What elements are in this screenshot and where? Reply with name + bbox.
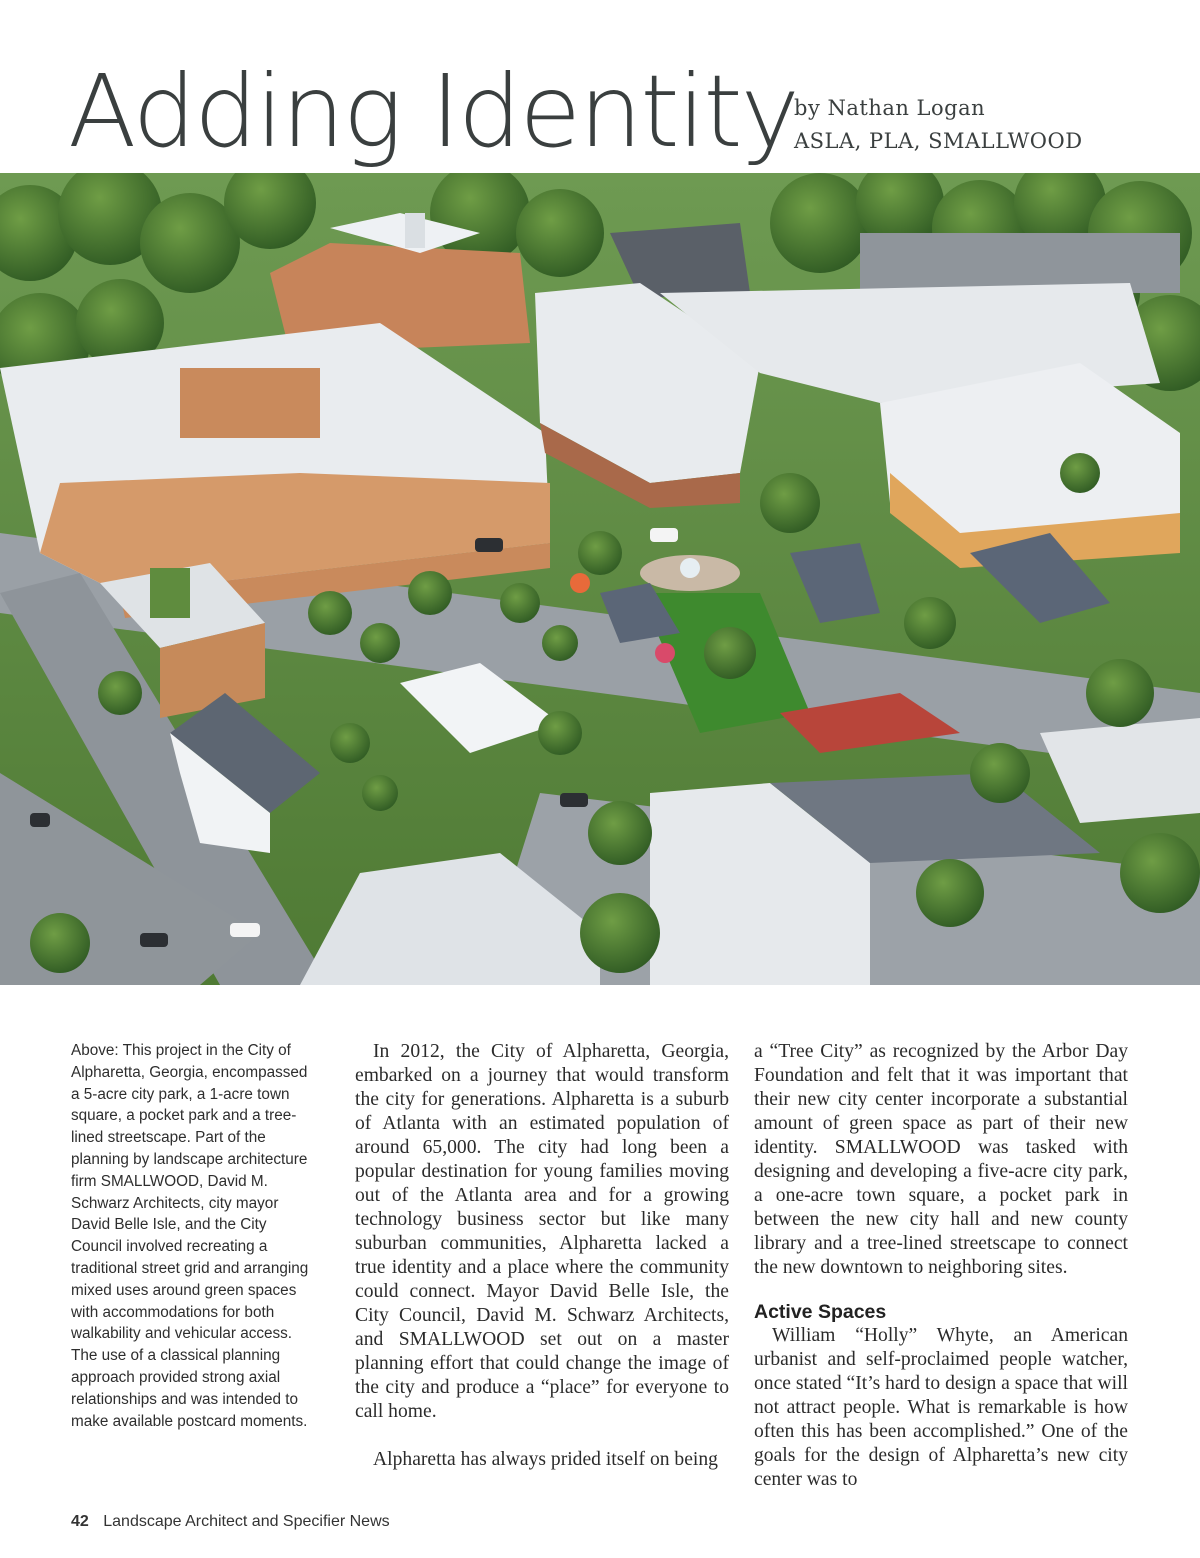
byline-affiliation: ASLA, PLA, SMALLWOOD bbox=[794, 129, 1083, 153]
section-heading: Active Spaces bbox=[754, 1301, 887, 1323]
page-number: 42 bbox=[71, 1513, 89, 1530]
body-paragraph: Alpharetta has always prided itself on being bbox=[373, 1449, 718, 1470]
body-paragraph: William “Holly” Whyte, an American urbanist and self-proclaimed people watcher, once stated “It’s hard to design a space that will not attract people. What is remarkable is how often this has been accomplished.” One of the goals for the design of Alpharetta’s new city center was to bbox=[754, 1325, 1128, 1490]
body-paragraph: a “Tree City” as recognized by the Arbor Day Foundation and felt that it was important that their new city center incorporate a substantial amount of green space as part of their new identity. SMALLWOOD was tasked with designing and developing a five-acre city park, a one-acre town square, a pocket park in between the new city hall and new county library and a tree-lined streetscape to connect the new downtown to neighboring sites. bbox=[754, 1041, 1128, 1278]
body-column-1 bbox=[355, 1040, 729, 1472]
byline bbox=[794, 92, 1083, 158]
page-footer bbox=[71, 1513, 390, 1531]
image-caption: Above: This project in the City of Alpharetta, Georgia, encompassed a 5-acre city park, a 1-acre town square, a pocket park and a tree-lined streetscape. Part of the planning by landscape architecture firm SMALLWOOD, David M. Schwarz Architects, city mayor David Belle Isle, and the City Council involved recreating a traditional street grid and arranging mixed uses around green spaces with accommodations for both walkability and vehicular access. The use of a classical planning approach provided strong axial relationships and was intended to make available postcard moments. bbox=[71, 1042, 309, 1430]
publication-name: Landscape Architect and Specifier News bbox=[103, 1513, 390, 1530]
aerial-rendering bbox=[0, 173, 1200, 985]
byline-author: by Nathan Logan bbox=[794, 96, 986, 120]
body-column-2 bbox=[754, 1040, 1128, 1492]
hero-image bbox=[0, 173, 1200, 985]
body-paragraph: In 2012, the City of Alpharetta, Georgia, embarked on a journey that would transform the city for generations. Alpharetta is a suburb of Atlanta with an estimated population of around 65,000. The city had long been a popular destination for young families moving out of the Atlanta area and for a growing technology business sector but like many suburban communities, Alpharetta lacked a true identity and a place where the community could connect. Mayor David Belle Isle, the City Council, David M. Schwarz Architects, and SMALLWOOD set out on a master planning effort that could change the image of the city and produce a “place” for everyone to call home. bbox=[355, 1041, 729, 1422]
article-title: Adding Identity bbox=[68, 53, 798, 170]
